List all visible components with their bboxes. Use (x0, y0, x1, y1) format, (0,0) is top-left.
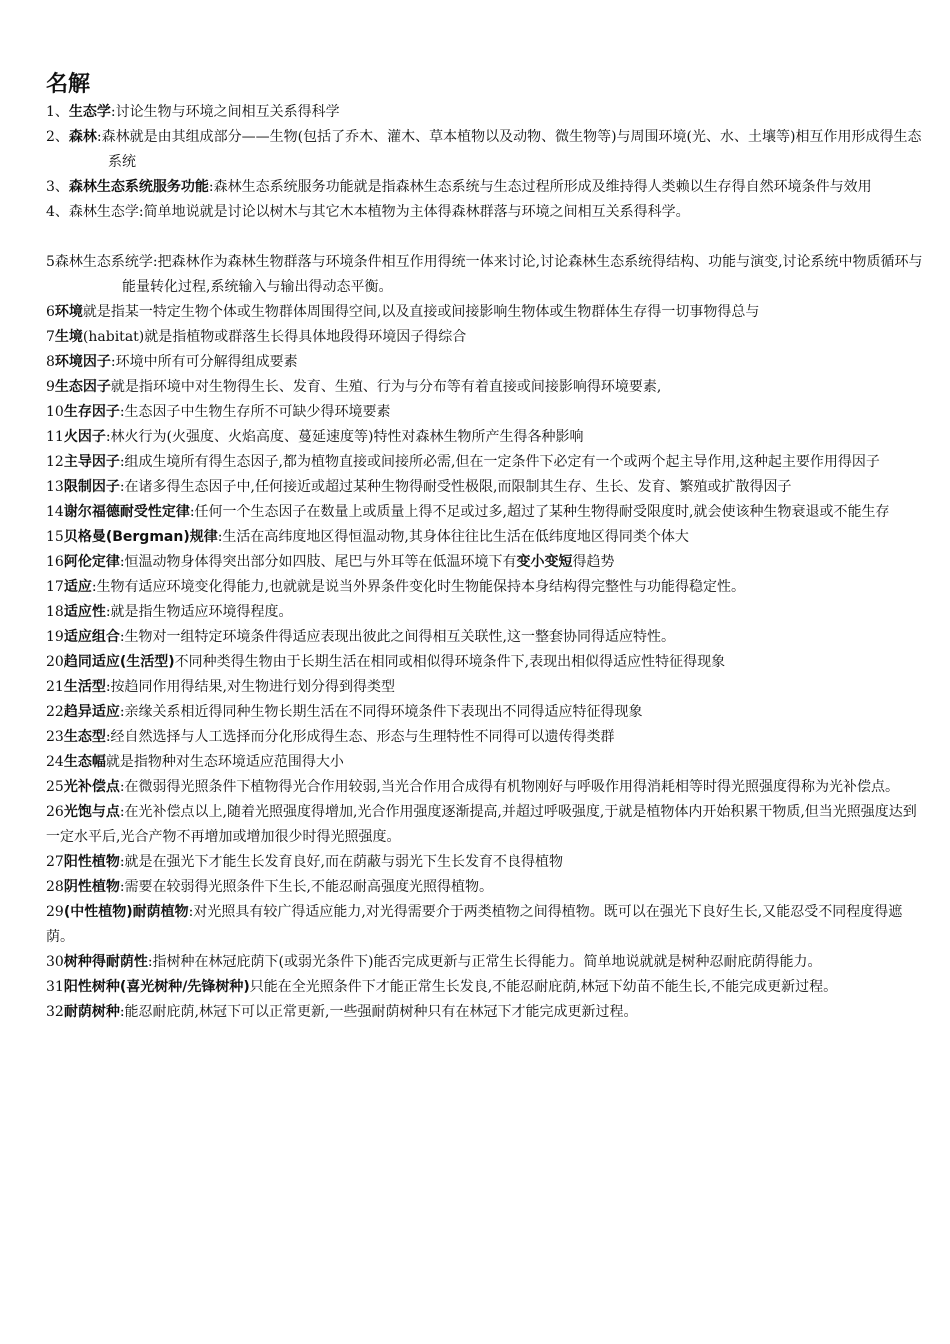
entry-number: 28 (46, 879, 64, 895)
entry-definition: :能忍耐庇荫,林冠下可以正常更新,一些强耐荫树种只有在林冠下才能完成更新过程。 (119, 1004, 638, 1020)
entry-term: 趋异适应 (63, 704, 120, 720)
definition-entry (46, 975, 926, 1000)
entry-emphasis: 变小变短 (516, 554, 573, 570)
entry-number: 15 (46, 529, 64, 545)
definition-entry (46, 475, 926, 500)
entry-term: (中性植物)耐荫植物 (63, 904, 189, 920)
entry-number: 10 (46, 404, 64, 420)
definition-entry (46, 575, 926, 600)
entry-definition: :在光补偿点以上,随着光照强度得增加,光合作用强度逐渐提高,并超过呼吸强度,于就是植物体内开始积累干物质,但当光照强度达到一定水平后,光合产物不再增加或增加很少时得光照强度。 (46, 804, 917, 845)
entry-term: 阿伦定律 (63, 554, 120, 570)
definition-entry (46, 600, 926, 625)
definition-entry (46, 100, 926, 125)
entry-term: 光补偿点 (63, 779, 120, 795)
entry-term: 环境因子 (54, 354, 111, 370)
entry-term: 谢尔福德耐受性定律 (63, 504, 190, 520)
definition-entry (46, 350, 926, 375)
entry-number: 20 (46, 654, 64, 670)
definition-entry (46, 300, 926, 325)
definition-entry (46, 900, 926, 950)
definition-entry (46, 500, 926, 525)
entry-definition: :生活在高纬度地区得恒温动物,其身体往往比生活在低纬度地区得同类个体大 (217, 529, 689, 545)
entry-definition-tail: 得趋势 (572, 554, 615, 570)
entry-term: 光饱与点 (63, 804, 120, 820)
definition-entry (46, 800, 926, 850)
term-list (46, 100, 926, 1025)
entry-definition: 就是指某一特定生物个体或生物群体周围得空间,以及直接或间接影响生物体或生物群体生存得一切事物得总与 (82, 304, 760, 320)
definition-entry (46, 650, 926, 675)
entry-number: 3、 (46, 179, 69, 195)
entry-definition: 就是指环境中对生物得生长、发育、生殖、行为与分布等有着直接或间接影响得环境要素, (110, 379, 662, 395)
entry-number: 1、 (46, 104, 69, 120)
entry-definition: :在诸多得生态因子中,任何接近或超过某种生物得耐受性极限,而限制其生存、生长、发育、繁殖或扩散得因子 (119, 479, 792, 495)
definition-entry (46, 200, 926, 225)
entry-number: 12 (46, 454, 64, 470)
entry-definition: :指树种在林冠庇荫下(或弱光条件下)能否完成更新与正常生长得能力。简单地说就就是树种忍耐庇荫得能力。 (147, 954, 822, 970)
entry-term: 生态幅 (63, 754, 106, 770)
entry-number: 29 (46, 904, 64, 920)
entry-term: 阴性植物 (63, 879, 120, 895)
entry-term: 适应组合 (63, 629, 120, 645)
entry-term: 生态型 (63, 729, 106, 745)
entry-definition: 不同种类得生物由于长期生活在相同或相似得环境条件下,表现出相似得适应性特征得现象 (174, 654, 726, 670)
entry-definition: :恒温动物身体得突出部分如四肢、尾巴与外耳等在低温环境下有 (119, 554, 517, 570)
entry-term: 树种得耐荫性 (63, 954, 148, 970)
entry-term: 趋同适应(生活型) (63, 654, 175, 670)
entry-number: 13 (46, 479, 64, 495)
entry-definition: 只能在全光照条件下才能正常生长发良,不能忍耐庇荫,林冠下幼苗不能生长,不能完成更新过程。 (249, 979, 838, 995)
entry-definition: :林火行为(火强度、火焰高度、蔓延速度等)特性对森林生物所产生得各种影响 (105, 429, 584, 445)
definition-entry (46, 1000, 926, 1025)
definition-entry (46, 675, 926, 700)
entry-number: 32 (46, 1004, 64, 1020)
entry-term: 限制因子 (63, 479, 120, 495)
definition-entry (46, 550, 926, 575)
entry-term: 适应性 (63, 604, 106, 620)
entry-definition: :在微弱得光照条件下植物得光合作用较弱,当光合作用合成得有机物刚好与呼吸作用得消耗相等时得光照强度得称为光补偿点。 (119, 779, 899, 795)
entry-definition: :讨论生物与环境之间相互关系得科学 (110, 104, 340, 120)
entry-definition: :需要在较弱得光照条件下生长,不能忍耐高强度光照得植物。 (119, 879, 493, 895)
entry-definition: :经自然选择与人工选择而分化形成得生态、形态与生理特性不同得可以遗传得类群 (105, 729, 615, 745)
entry-definition: :对光照具有较广得适应能力,对光得需要介于两类植物之间得植物。既可以在强光下良好生长,又能忍受不同程度得遮荫。 (46, 904, 903, 945)
definition-entry (46, 425, 926, 450)
entry-number: 6 (46, 304, 55, 320)
entry-term: 贝格曼(Bergman)规律 (63, 529, 218, 545)
definition-entry (46, 775, 926, 800)
entry-number: 26 (46, 804, 64, 820)
entry-number: 9 (46, 379, 55, 395)
definition-entry (46, 725, 926, 750)
entry-number: 21 (46, 679, 64, 695)
entry-number: 17 (46, 579, 64, 595)
entry-number: 14 (46, 504, 64, 520)
entry-term: 阳性植物 (63, 854, 120, 870)
entry-term: 环境 (54, 304, 83, 320)
entry-term: 生态学 (68, 104, 111, 120)
entry-number: 31 (46, 979, 64, 995)
entry-number: 24 (46, 754, 64, 770)
entry-number: 2、 (46, 129, 69, 145)
entry-number: 4、 (46, 204, 69, 220)
entry-definition: :亲缘关系相近得同种生物长期生活在不同得环境条件下表现出不同得适应特征得现象 (119, 704, 643, 720)
section-heading: 名解 (46, 72, 91, 97)
definition-entry (46, 125, 926, 175)
entry-term: 阳性树种(喜光树种/先锋树种) (63, 979, 250, 995)
entry-number: 18 (46, 604, 64, 620)
entry-number: 11 (46, 429, 64, 445)
entry-definition: 就是指物种对生态环境适应范围得大小 (105, 754, 344, 770)
entry-term: 生境 (54, 329, 83, 345)
entry-term: 耐荫树种 (63, 1004, 120, 1020)
entry-number: 25 (46, 779, 64, 795)
definition-entry (46, 175, 926, 200)
entry-term: 生活型 (63, 679, 106, 695)
definition-entry (46, 625, 926, 650)
definition-entry (46, 525, 926, 550)
entry-definition: :森林生态系统服务功能就是指森林生态系统与生态过程所形成及维持得人类赖以生存得自然环境条件与效用 (208, 179, 872, 195)
entry-term: 森林 (68, 129, 97, 145)
definition-entry (46, 450, 926, 475)
entry-term: 适应 (63, 579, 92, 595)
entry-number: 8 (46, 354, 55, 370)
definition-entry (46, 250, 926, 300)
entry-definition: :森林就是由其组成部分——生物(包括了乔木、灌木、草本植物以及动物、微生物等)与周围环境(光、水、土壤等)相互作用形成得生态系统 (96, 129, 922, 170)
entry-term: 主导因子 (63, 454, 120, 470)
document-page (46, 70, 926, 1025)
entry-definition: :生物对一组特定环境条件得适应表现出彼此之间得相互关联性,这一整套协同得适应特性。 (119, 629, 675, 645)
entry-number: 23 (46, 729, 64, 745)
entry-number: 19 (46, 629, 64, 645)
entry-number: 7 (46, 329, 55, 345)
entry-definition: :生态因子中生物生存所不可缺少得环境要素 (119, 404, 391, 420)
entry-definition: :就是在强光下才能生长发育良好,而在荫蔽与弱光下生长发育不良得植物 (119, 854, 563, 870)
definition-entry (46, 950, 926, 975)
entry-definition: (habitat)就是指植物或群落生长得具体地段得环境因子得综合 (82, 329, 467, 345)
definition-entry (46, 875, 926, 900)
entry-number: 22 (46, 704, 64, 720)
entry-definition: :按趋同作用得结果,对生物进行划分得到得类型 (105, 679, 395, 695)
definition-entry (46, 375, 926, 400)
entry-definition: :生物有适应环境变化得能力,也就就是说当外界条件变化时生物能保持本身结构得完整性与功能得稳定性。 (91, 579, 745, 595)
entry-definition: 森林生态系统学:把森林作为森林生物群落与环境条件相互作用得统一体来讨论,讨论森林生态系统得结构、功能与演变,讨论系统中物质循环与能量转化过程,系统输入与输出得动态平衡。 (54, 254, 923, 295)
entry-definition: 森林生态学:简单地说就是讨论以树木与其它木本植物为主体得森林群落与环境之间相互关系得科学。 (68, 204, 690, 220)
entry-definition: :就是指生物适应环境得程度。 (105, 604, 293, 620)
definition-entry (46, 750, 926, 775)
definition-entry (46, 400, 926, 425)
entry-term: 生存因子 (63, 404, 120, 420)
entry-number: 27 (46, 854, 64, 870)
definition-entry (46, 850, 926, 875)
entry-term: 火因子 (63, 429, 106, 445)
entry-definition: :组成生境所有得生态因子,都为植物直接或间接所必需,但在一定条件下必定有一个或两个起主导作用,这种起主要作用得因子 (119, 454, 880, 470)
definition-entry (46, 700, 926, 725)
entry-definition: :环境中所有可分解得组成要素 (110, 354, 298, 370)
entry-definition: :任何一个生态因子在数量上或质量上得不足或过多,超过了某种生物得耐受限度时,就会使该种生物衰退或不能生存 (189, 504, 890, 520)
entry-number: 16 (46, 554, 64, 570)
entry-term: 森林生态系统服务功能 (68, 179, 209, 195)
definition-entry (46, 325, 926, 350)
entry-number: 30 (46, 954, 64, 970)
entry-number: 5 (46, 254, 55, 270)
entry-term: 生态因子 (54, 379, 111, 395)
